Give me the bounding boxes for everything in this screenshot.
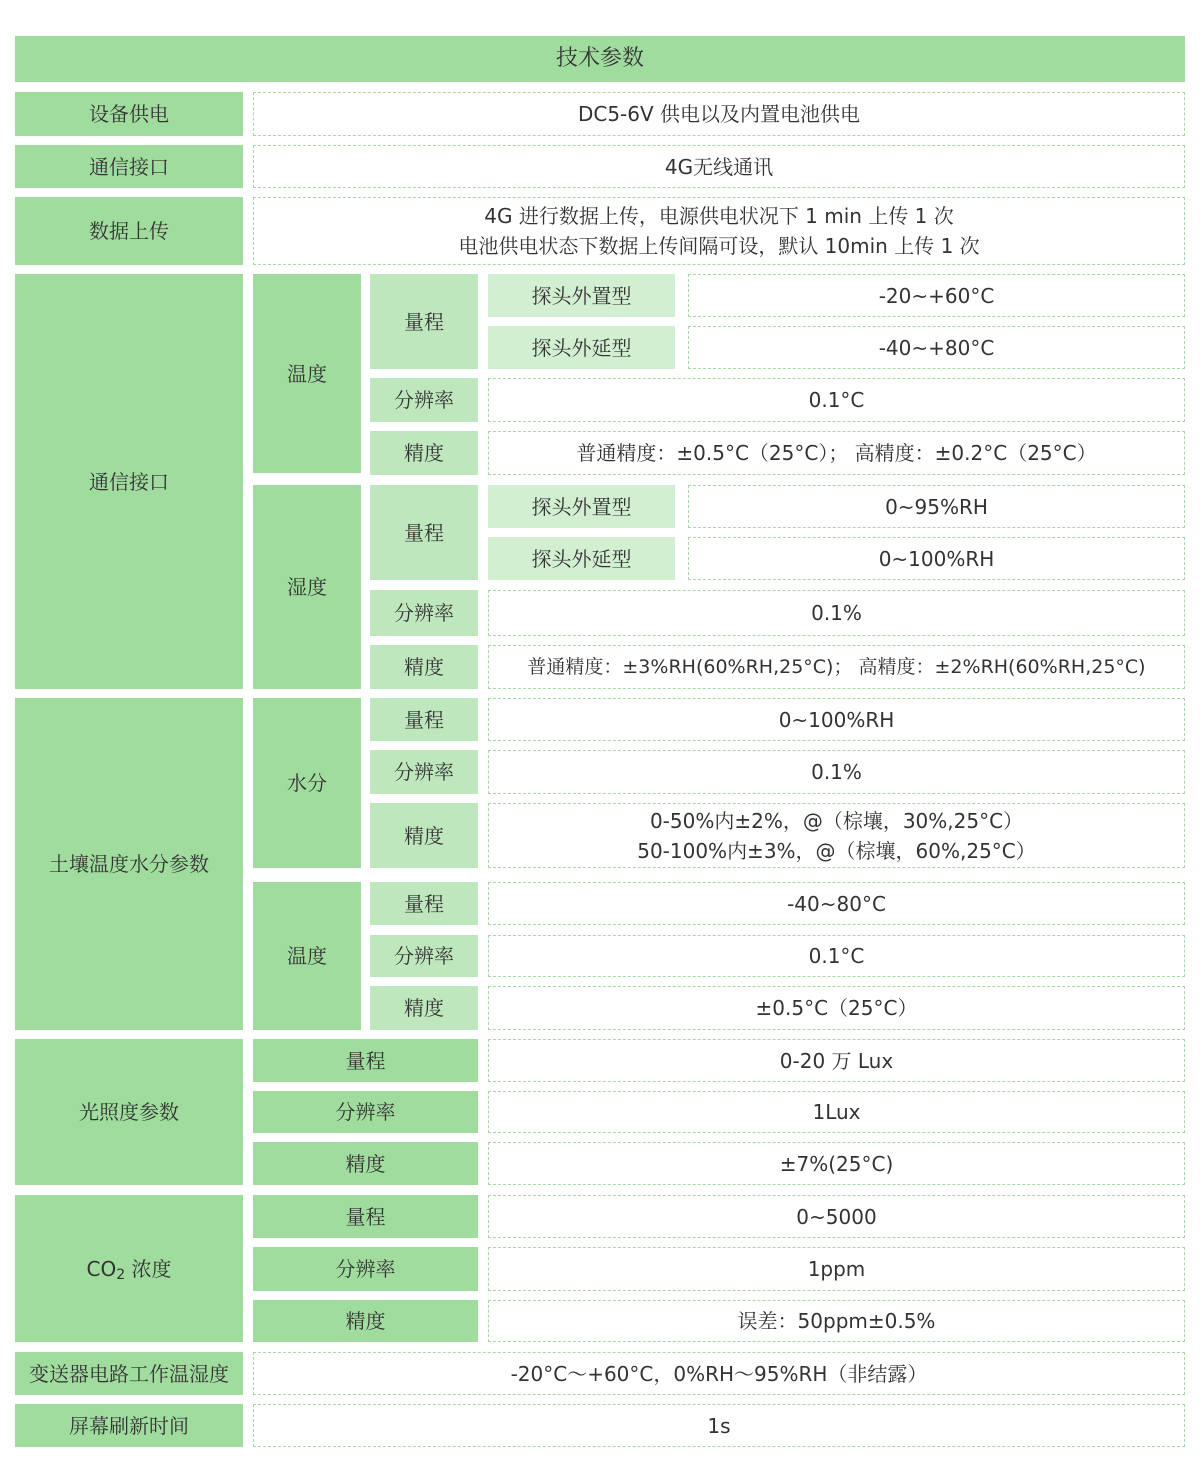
air-humidity-range-label: 量程: [370, 485, 478, 580]
air-humidity-resolution-label: 分辨率: [370, 590, 478, 636]
air-temp-probe-external-value: -40~+80°C: [688, 326, 1185, 369]
air-humidity-resolution-value: 0.1%: [488, 590, 1185, 636]
co2-accuracy-value: 误差：50ppm±0.5%: [488, 1300, 1185, 1342]
co2-resolution-label: 分辨率: [253, 1247, 478, 1291]
co2-range-label: 量程: [253, 1195, 478, 1238]
air-temp-accuracy-label: 精度: [370, 431, 478, 475]
air-temp-probe-internal-value: -20~+60°C: [688, 274, 1185, 317]
co2-accuracy-label: 精度: [253, 1300, 478, 1342]
soil-moisture-label: 水分: [253, 698, 361, 868]
comm-label: 通信接口: [15, 145, 243, 188]
refresh-value: 1s: [253, 1404, 1185, 1447]
soil-moisture-accuracy-line-2: 50-100%内±3%，@（棕壤，60%,25°C）: [637, 838, 1036, 863]
air-temp-probe-internal: 探头外置型: [488, 274, 675, 317]
air-humidity-probe-external-value: 0~100%RH: [688, 537, 1185, 580]
soil-moisture-range-label: 量程: [370, 698, 478, 741]
refresh-label: 屏幕刷新时间: [15, 1404, 243, 1447]
co2-resolution-value: 1ppm: [488, 1247, 1185, 1291]
co2-label-main: CO: [86, 1256, 117, 1281]
soil-temp-accuracy-value: ±0.5°C（25°C）: [488, 986, 1185, 1030]
soil-moisture-accuracy-value: [488, 803, 1185, 868]
soil-temp-range-label: 量程: [370, 882, 478, 925]
soil-moisture-range-value: 0~100%RH: [488, 698, 1185, 741]
air-humidity-probe-internal: 探头外置型: [488, 485, 675, 528]
co2-label-tail: 浓度: [125, 1256, 172, 1281]
light-accuracy-value: ±7%(25°C): [488, 1142, 1185, 1185]
co2-label-sub: 2: [116, 1266, 126, 1283]
light-group-label: 光照度参数: [15, 1039, 243, 1185]
soil-moisture-accuracy-label: 精度: [370, 803, 478, 868]
upload-line-2: 电池供电状态下数据上传间隔可设，默认 10min 上传 1 次: [458, 234, 980, 258]
soil-moisture-resolution-value: 0.1%: [488, 750, 1185, 794]
air-temp-resolution-value: 0.1°C: [488, 378, 1185, 422]
air-humidity-probe-internal-value: 0~95%RH: [688, 485, 1185, 528]
soil-temp-range-value: -40~80°C: [488, 882, 1185, 925]
soil-temp-label: 温度: [253, 882, 361, 1030]
air-temp-label: 温度: [253, 274, 361, 473]
soil-temp-resolution-label: 分辨率: [370, 935, 478, 977]
air-humidity-accuracy-label: 精度: [370, 645, 478, 689]
soil-group-label: 土壤温度水分参数: [15, 698, 243, 1030]
air-temp-probe-external: 探头外延型: [488, 326, 675, 369]
upload-label: 数据上传: [15, 197, 243, 265]
light-resolution-label: 分辨率: [253, 1091, 478, 1133]
table-title: 技术参数: [15, 36, 1185, 82]
light-range-label: 量程: [253, 1039, 478, 1082]
power-value: DC5-6V 供电以及内置电池供电: [253, 92, 1185, 136]
air-humidity-accuracy-value: 普通精度：±3%RH(60%RH,25°C)； 高精度：±2%RH(60%RH,25°C): [488, 645, 1185, 689]
light-accuracy-label: 精度: [253, 1142, 478, 1185]
air-humidity-label: 湿度: [253, 485, 361, 689]
power-label: 设备供电: [15, 92, 243, 136]
air-temp-accuracy-value: 普通精度：±0.5°C（25°C）； 高精度：±0.2°C（25°C）: [488, 431, 1185, 475]
comm-value: 4G无线通讯: [253, 145, 1185, 188]
upload-line-1: 4G 进行数据上传，电源供电状况下 1 min 上传 1 次: [484, 204, 954, 228]
operating-label: 变送器电路工作温湿度: [15, 1352, 243, 1395]
air-temp-resolution-label: 分辨率: [370, 378, 478, 422]
co2-range-value: 0~5000: [488, 1195, 1185, 1238]
soil-moisture-accuracy-line-1: 0-50%内±2%，@（棕壤，30%,25°C）: [649, 808, 1024, 833]
operating-value: -20°C～+60°C，0%RH～95%RH（非结露）: [253, 1352, 1185, 1395]
soil-temp-resolution-value: 0.1°C: [488, 935, 1185, 977]
air-humidity-probe-external: 探头外延型: [488, 537, 675, 580]
light-resolution-value: 1Lux: [488, 1091, 1185, 1133]
air-temp-range-label: 量程: [370, 274, 478, 369]
co2-group-label: [15, 1195, 243, 1342]
soil-temp-accuracy-label: 精度: [370, 986, 478, 1030]
upload-value: [253, 197, 1185, 265]
air-group-label: 通信接口: [15, 274, 243, 689]
soil-moisture-resolution-label: 分辨率: [370, 750, 478, 794]
light-range-value: 0-20 万 Lux: [488, 1039, 1185, 1082]
